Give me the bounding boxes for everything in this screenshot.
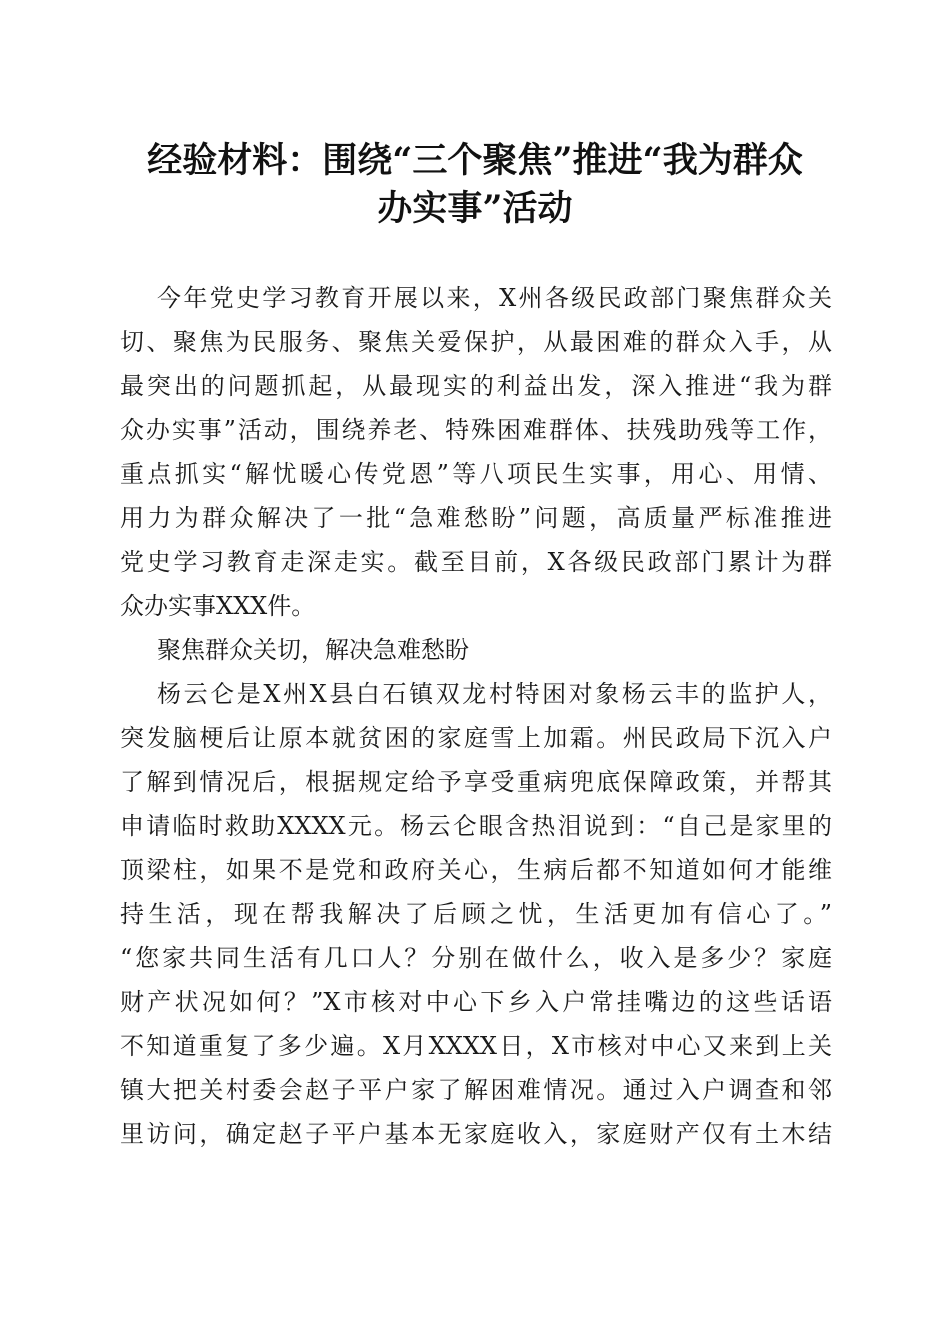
paragraph-line: 最突出的问题抓起，从最现实的利益出发，深入推进“我为群 (120, 372, 832, 400)
paragraph-line: 里访问，确定赵子平户基本无家庭收入，家庭财产仅有土木结 (120, 1120, 832, 1148)
paragraph-line: 突发脑梗后让原本就贫困的家庭雪上加霜。州民政局下沉入户 (120, 724, 832, 752)
paragraph-line: 持生活，现在帮我解决了后顾之忧，生活更加有信心了。” (120, 900, 832, 928)
paragraph-line: 切、聚焦为民服务、聚焦关爱保护，从最困难的群众入手，从 (120, 328, 832, 356)
paragraph-line: 重点抓实“解忧暖心传党恩”等八项民生实事，用心、用情、 (120, 460, 832, 488)
paragraph-line: 不知道重复了多少遍。X月XXXX日，X市核对中心又来到上关 (120, 1032, 832, 1060)
paragraph-line: 今年党史学习教育开展以来，X州各级民政部门聚焦群众关 (157, 284, 832, 312)
paragraph-line: 众办实事XXX件。 (120, 592, 316, 620)
paragraph-line: 镇大把关村委会赵子平户家了解困难情况。通过入户调查和邻 (120, 1076, 832, 1104)
section-heading: 聚焦群众关切，解决急难愁盼 (157, 636, 469, 664)
paragraph-line: 顶梁柱，如果不是党和政府关心，生病后都不知道如何才能维 (120, 856, 832, 884)
document-title-line-2: 办实事”活动 (377, 188, 573, 229)
paragraph-line: 申请临时救助XXXX元。杨云仑眼含热泪说到：“自己是家里的 (120, 812, 832, 840)
paragraph-line: 杨云仑是X州X县白石镇双龙村特困对象杨云丰的监护人， (157, 680, 832, 708)
paragraph-line: 了解到情况后，根据规定给予享受重病兜底保障政策，并帮其 (120, 768, 832, 796)
document-title-line-1: 经验材料：围绕“三个聚焦”推进“我为群众 (147, 140, 803, 181)
paragraph-line: 党史学习教育走深走实。截至目前，X各级民政部门累计为群 (120, 548, 832, 576)
paragraph-line: 财产状况如何？”X市核对中心下乡入户常挂嘴边的这些话语 (120, 988, 832, 1016)
paragraph-line: 用力为群众解决了一批“急难愁盼”问题，高质量严标准推进 (120, 504, 832, 532)
paragraph-line: 众办实事”活动，围绕养老、特殊困难群体、扶残助残等工作， (120, 416, 832, 444)
paragraph-line: “您家共同生活有几口人？分别在做什么，收入是多少？家庭 (120, 944, 832, 972)
